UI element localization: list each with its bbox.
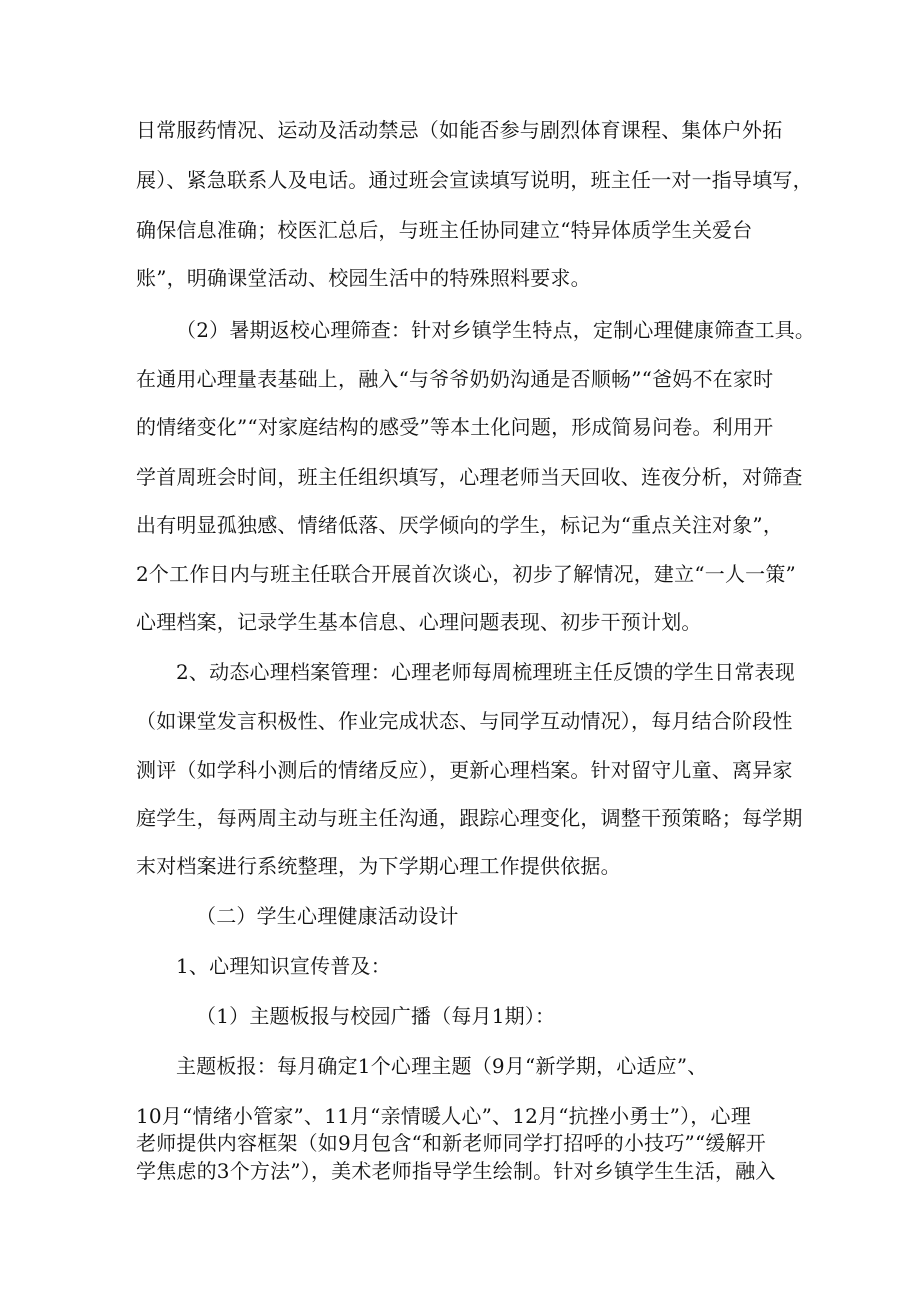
body-text-line: 10月“情绪小管家”、11月“亲情暖人心”、12月“抗挫小勇士”），心理	[136, 1104, 751, 1128]
body-text-line: 2个工作日内与班主任联合开展首次谈心，初步了解情况，建立“一人一策”	[136, 562, 796, 586]
subheading: 1、心理知识宣传普及：	[176, 954, 391, 978]
body-text-line: 日常服药情况、运动及活动禁忌（如能否参与剧烈体育课程、集体户外拓	[136, 118, 783, 142]
body-text-line: 末对档案进行系统整理，为下学期心理工作提供依据。	[136, 854, 621, 878]
body-text-line: 确保信息准确；校医汇总后，与班主任协同建立“特异体质学生关爱台	[136, 218, 753, 242]
subsection-paragraph-start: （2）暑期返校心理筛查：针对乡镇学生特点，定制心理健康筛查工具。	[176, 318, 816, 342]
section-heading: （二）学生心理健康活动设计	[196, 904, 459, 928]
body-text-line: 心理档案，记录学生基本信息、心理问题表现、初步干预计划。	[136, 610, 702, 634]
paragraph-start: 主题板报：每月确定1个心理主题（9月“新学期，心适应”、	[176, 1054, 708, 1078]
body-text-line: 学首周班会时间，班主任组织填写，心理老师当天回收、连夜分析，对筛查	[136, 465, 803, 489]
body-text-line: 在通用心理量表基础上，融入“与爷爷奶奶沟通是否顺畅”“爸妈不在家时	[136, 367, 774, 391]
subheading: （1）主题板报与校园广播（每月1期）：	[196, 1004, 556, 1028]
body-text-line: 出有明显孤独感、情绪低落、厌学倾向的学生，标记为“重点关注对象”，	[136, 513, 784, 537]
body-text-line: 老师提供内容框架（如9月包含“和新老师同学打招呼的小技巧”“缓解开	[136, 1131, 766, 1155]
numbered-paragraph-start: 2、动态心理档案管理：心理老师每周梳理班主任反馈的学生日常表现	[176, 660, 795, 684]
body-text-line: （如课堂发言积极性、作业完成状态、与同学互动情况），每月结合阶段性	[136, 709, 793, 733]
body-text-line: 账”，明确课堂活动、校园生活中的特殊照料要求。	[136, 266, 591, 290]
body-text-line: 测评（如学科小测后的情绪反应），更新心理档案。针对留守儿童、离异家	[136, 758, 793, 782]
body-text-line: 的情绪变化”“对家庭结构的感受”等本土化问题，形成简易问卷。利用开	[136, 415, 774, 439]
body-text-line: 庭学生，每两周主动与班主任沟通，跟踪心理变化，调整干预策略；每学期	[136, 806, 803, 830]
body-text-line: 学焦虑的3个方法”），美术老师指导学生绘制。针对乡镇学生生活，融入	[136, 1159, 776, 1183]
body-text-line: 展）、紧急联系人及电话。通过班会宣读填写说明，班主任一对一指导填写，	[136, 168, 813, 192]
